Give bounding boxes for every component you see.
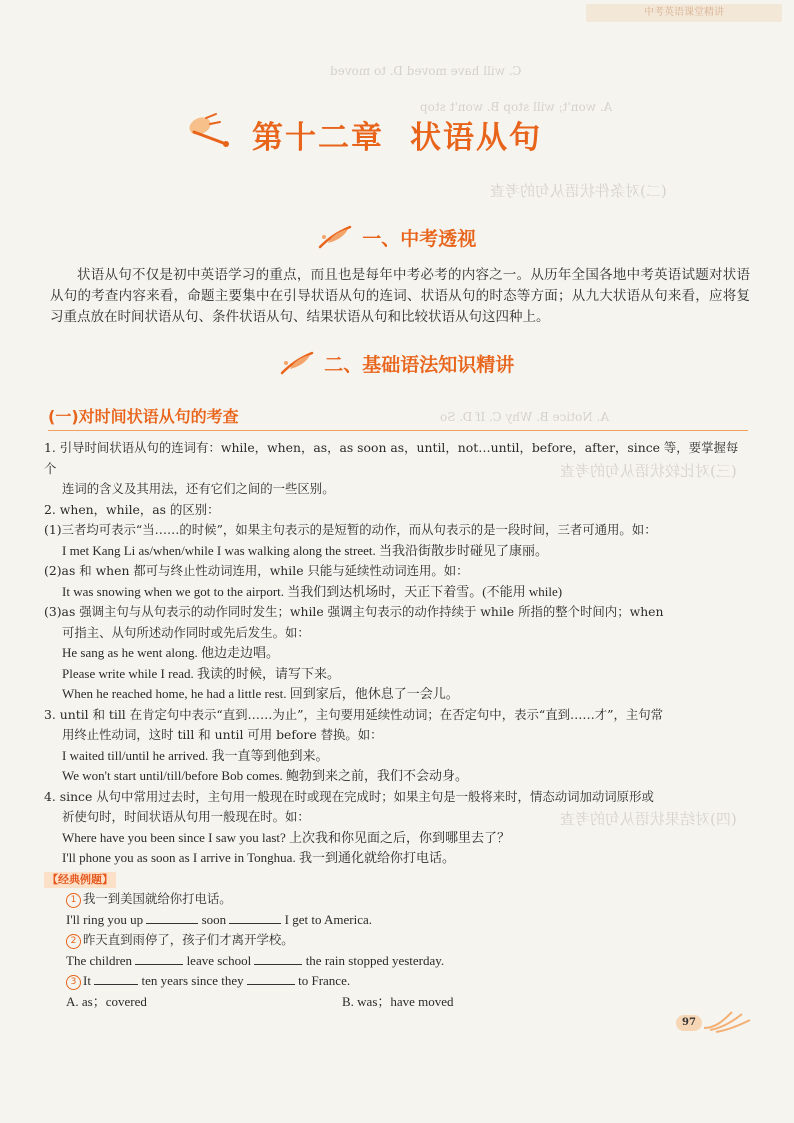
note-line: (1)三者均可表示“当……的时候”，如果主句表示的是短暂的动作，而从句表示的是一段时间，三者可通用。如：	[44, 522, 657, 537]
example-sentence: Please write while I read. 我读的时候，请写下来。	[62, 665, 341, 681]
chapter-name: 状语从句	[410, 120, 542, 156]
note-line: 祈使句时，时间状语从句用一般现在时。如：	[62, 809, 310, 824]
bleed-through-line: (三)对比较状语从句的考查	[560, 462, 737, 480]
subsection-title: (一)对时间状语从句的考查	[48, 407, 239, 426]
example-sentence: Where have you been since I saw you last? 上次我和你见面之后，你到哪里去了？	[62, 829, 511, 845]
example-sentence: We won't start until/till/before Bob comes. 鲍勃到来之前，我们不会动身。	[62, 768, 469, 783]
answer-options	[44, 992, 749, 1013]
answer-blank[interactable]	[254, 952, 302, 965]
option-b[interactable]: B. was；have moved	[342, 993, 454, 1009]
example-sentence: When he reached home, he had a little rest. 回到家后，他休息了一会儿。	[62, 686, 459, 701]
header-tab: 中考英语课堂精讲	[586, 4, 782, 22]
circled-number-3: 3	[66, 975, 81, 990]
exercise-sentence: The children leave school the rain stopped yesterday.	[66, 952, 445, 968]
bleed-through-line: (二)对条件状语从句的考查	[490, 182, 667, 200]
option-a[interactable]: A. as；covered	[66, 993, 147, 1009]
note-line: 2. when，while，as 的区别：	[44, 501, 220, 517]
section-heading: 一、中考透视	[0, 224, 794, 251]
note-line: 可指主、从句所述动作同时或先后发生。如：	[62, 624, 310, 640]
answer-blank[interactable]	[146, 911, 198, 924]
swirl-ornament-icon	[702, 1008, 752, 1034]
note-line: 4. since 从句中常用过去时，主句用一般现在时或现在完成时；如果主句是一般将来时，情态动词加动词原形或	[44, 788, 654, 804]
note-line: (2)as 和 when 都可与终止性动词连用，while 只能与延续性动词连用。如：	[44, 563, 469, 578]
examples-label: 【经典例题】	[44, 872, 116, 888]
answer-blank[interactable]	[94, 972, 138, 985]
divider	[48, 430, 748, 431]
note-line: 1. 引导时间状语从句的连词有：while，when，as，as soon as，until，not…until，before，after，since 等，要掌握每个	[44, 440, 739, 476]
chapter-number: 第十二章	[252, 120, 384, 156]
exercise-prompt: 2 昨天直到雨停了，孩子们才离开学校。	[44, 930, 749, 951]
example-sentence: I waited till/until he arrived. 我一直等到他到来。	[62, 747, 329, 763]
exercise-sentence: 3 It ten years since they to France.	[44, 971, 749, 992]
answer-blank[interactable]	[229, 911, 281, 924]
intro-paragraph: 状语从句不仅是初中英语学习的重点，而且也是每年中考必考的内容之一。从历年全国各地中考英语试题对状语从句的考查内容来看，命题主要集中在引导状语从句的连词、状语从句的时态等方面；从九大状语从句来看，应将复习重点放在时间状语从句、条件状语从句、结果状语从句和比较状语从句这四种上。	[50, 267, 750, 325]
chapter-title	[0, 112, 794, 157]
circled-number-1: 1	[66, 893, 81, 908]
exercise-sentence: I'll ring you up soon I get to America.	[66, 911, 373, 927]
note-line: (3)as 强调主句与从句表示的动作同时发生；while 强调主句表示的动作持续于 while 所指的整个时间内；when	[44, 604, 664, 619]
note-line: 3. until 和 till 在肯定句中表示“直到……为止”，主句要用延续性动词；在否定句中，表示“直到……才”，主句常	[44, 706, 664, 722]
example-sentence: He sang as he went along. 他边走边唱。	[62, 645, 279, 660]
example-sentence: I'll phone you as soon as I arrive in Tonghua. 我一到通化就给你打电话。	[62, 850, 455, 865]
grammar-notes	[44, 438, 749, 1012]
page-number: 97	[676, 1015, 702, 1031]
note-line: 连词的含义及其用法，还有它们之间的一些区别。	[62, 481, 335, 496]
bleed-through-line: A. won't; will stop B. won't stop	[420, 100, 613, 114]
example-sentence: It was snowing when we got to the airport. 当我们到达机场时，天正下着雪。(不能用 while)	[62, 583, 563, 599]
answer-blank[interactable]	[247, 972, 295, 985]
circled-number-2: 2	[66, 934, 81, 949]
section-heading: 二、基础语法知识精讲	[0, 350, 794, 377]
answer-blank[interactable]	[135, 952, 183, 965]
note-line: 用终止性动词，这时 till 和 until 可用 before 替换。如：	[62, 727, 383, 742]
examples-label-row	[44, 869, 749, 890]
example-sentence: I met Kang Li as/when/while I was walking along the street. 当我沿街散步时碰见了康丽。	[62, 542, 548, 558]
bleed-through-line: A. Notice B. Why C. If D. So	[440, 410, 610, 424]
bleed-through-line: (四)对结果状语从句的考查	[560, 810, 737, 828]
quill-icon	[318, 225, 352, 249]
exercise-prompt: 1 我一到美国就给你打电话。	[44, 889, 749, 910]
bleed-through-line: C. will have moved D. to moved	[330, 64, 522, 78]
quill-icon	[280, 351, 314, 375]
